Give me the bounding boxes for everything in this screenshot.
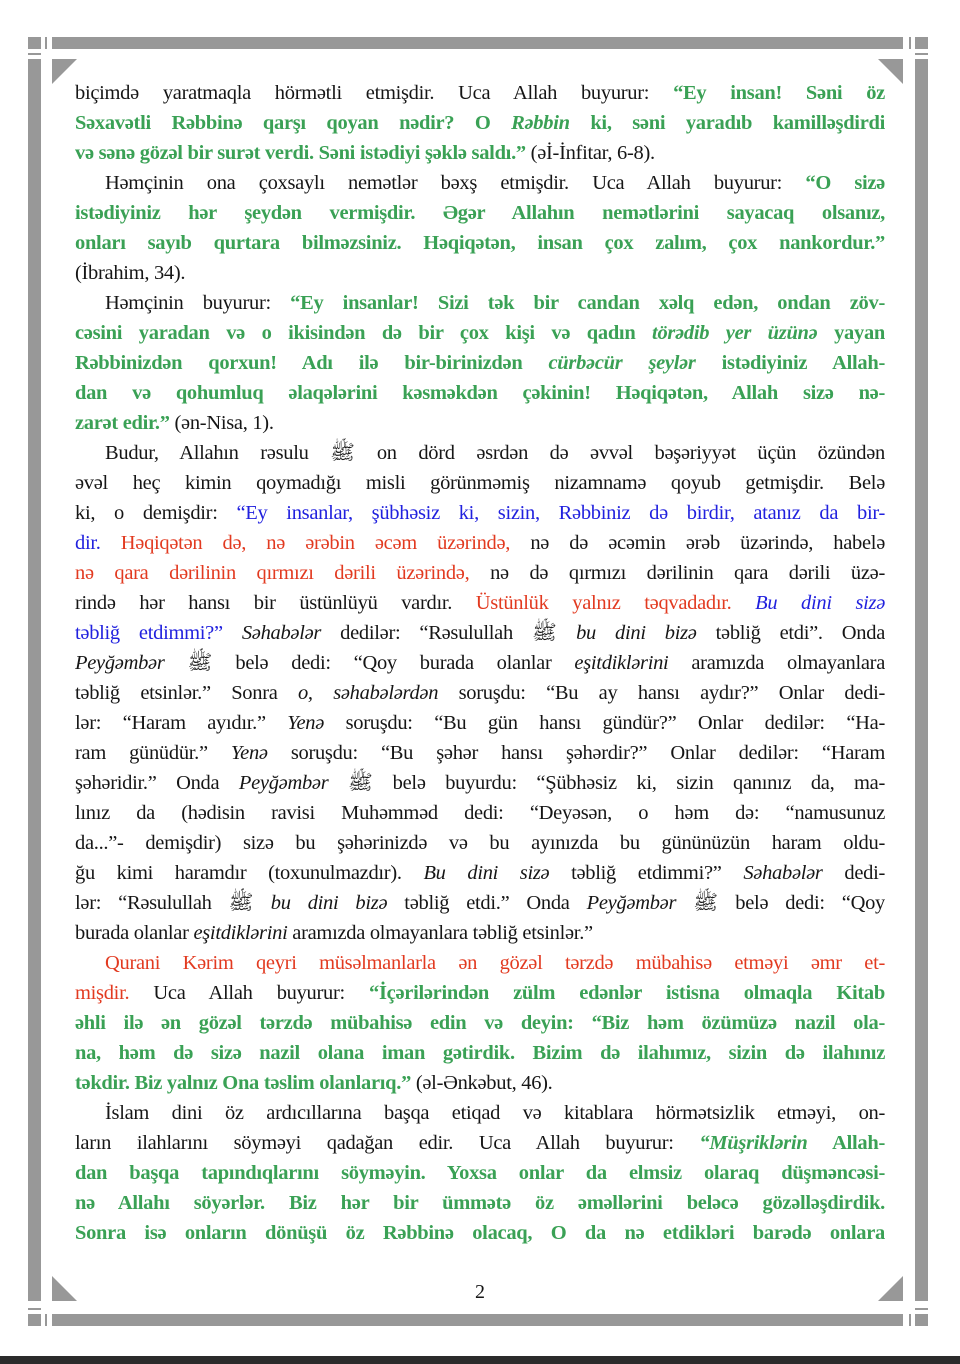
frame-tick [909, 1314, 911, 1326]
text-line [75, 408, 885, 438]
text-run: dedi- [822, 862, 885, 884]
text-run: təbliğ etdimmi?” [75, 622, 223, 644]
text-run: bu dini bizə [576, 622, 697, 644]
text-run: lər: “Haram ayıdır.” [75, 712, 288, 734]
frame-top-bar [52, 37, 903, 49]
text-line [75, 708, 885, 738]
text-run: “Ey insanlar, şübhəsiz ki, sizin, Rəbbiniz də birdir, atanız da bir- [236, 502, 885, 524]
text-line [75, 1008, 885, 1038]
text-line [75, 498, 885, 528]
text-line [75, 618, 885, 648]
text-run: ki, səni yaradıb kamilləşdirdi [569, 112, 885, 134]
text-run: nə də qırmızı dərilinin qara dərili üzə- [490, 562, 885, 584]
text-run: (əİ-İnfitar, 6-8). [525, 142, 655, 164]
frame-corner-square-tl [28, 37, 41, 49]
frame-corner-square-tr [915, 37, 928, 49]
text-line [75, 1158, 885, 1188]
text-run: şəhəridir.” Onda [75, 772, 239, 794]
text-run: bu dini bizə [270, 892, 388, 914]
text-run: o, səhabələrdən [297, 682, 439, 704]
text-line [75, 948, 885, 978]
text-line [75, 1218, 885, 1248]
frame-tick [28, 1308, 41, 1310]
text-run: Uca Allah buyurur: [153, 982, 370, 1004]
text-line [75, 1068, 885, 1098]
text-run: və sənə gözəl bir surət verdi. Səni istədiyi şəklə saldı.” [75, 142, 526, 164]
text-run: Peyğəmbər [75, 652, 165, 674]
text-run: soruşdu: “Bu gün hansı gündür?” Onlar dedilər: “Ha- [324, 712, 885, 734]
text-run: da...”- demişdir) sizə bu şəhərinizdə və bu ayınızda bu gününüzün haram oldu- [75, 832, 885, 854]
text-run: nə Allahı söyərlər. Biz hər bir ümmətə öz əməllərini beləcə gözəlləşdirdik. [75, 1192, 885, 1214]
text-line [75, 258, 885, 288]
text-run: dir. [75, 532, 121, 554]
text-line [75, 468, 885, 498]
text-line [75, 228, 885, 258]
frame-tick [915, 1308, 928, 1310]
text-line [75, 588, 885, 618]
text-line [75, 678, 885, 708]
frame-corner-square-bl [28, 1314, 41, 1326]
text-run: Yenə [287, 712, 325, 734]
text-run: “Ey insan! Səni öz [673, 82, 885, 104]
text-run: Rəbbin [511, 112, 570, 134]
text-run: Qurani Kərim qeyri müsəlmanlarla ən gözəl tərzdə mübahisə etməyi əmr et- [105, 952, 885, 974]
frame-tick [909, 37, 911, 49]
page-number: 2 [475, 1281, 485, 1303]
text-run: Səhabələr [241, 622, 322, 644]
text-run: eşitdiklərini [193, 922, 288, 944]
text-run: ki, o demişdir: [75, 502, 237, 524]
text-line [75, 78, 885, 108]
text-line [75, 768, 885, 798]
text-run: onları sayıb qurtara bilməzsiniz. Həqiqətən, insan çox zalım, çox nankordur.” [75, 232, 885, 254]
text-run: nə qara dərilinin qırmızı dərili üzərində, [75, 562, 491, 584]
text-line [75, 978, 885, 1008]
text-run: dan və qohumluq əlaqələrini kəsməkdən çəkinin! Həqiqətən, Allah sizə nə- [75, 382, 885, 404]
text-run: lınız da (hədisin ravisi Muhəmməd dedi: “Deyəsən, o həm də: “namusunuz [75, 802, 885, 824]
text-run: Bu dini sizə [423, 862, 550, 884]
text-run: ﷺ belə dedi: “Qoy [676, 892, 885, 914]
text-line [75, 798, 885, 828]
text-run: aramızda olmayanlara təbliğ etsinlər.” [287, 922, 593, 944]
text-run: təbliğ etdi.” Onda [387, 892, 587, 914]
text-run: əhli ilə ən gözəl tərzdə mübahisə edin və deyin: “Biz həm özümüzə nazil ola- [75, 1012, 885, 1034]
frame-tick [28, 53, 41, 55]
text-line [75, 1128, 885, 1158]
text-run: Rəbbinizdən qorxun! Adı ilə bir-birinizdən [75, 352, 549, 374]
text-run [223, 622, 242, 644]
text-line [75, 918, 885, 948]
text-run: Sonra isə onların dönüşü öz Rəbbinə olacaq, O da nə etdikləri barədə onlara [75, 1222, 885, 1244]
text-run: rində hər hansı bir üstünlüyü vardır. [75, 592, 476, 614]
text-line [75, 1038, 885, 1068]
text-run: “Müşriklərin [699, 1132, 808, 1154]
text-block [75, 78, 885, 1248]
text-line [75, 348, 885, 378]
text-line [75, 438, 885, 468]
text-run: burada olanlar [75, 922, 194, 944]
text-line [75, 168, 885, 198]
frame-corner-square-br [915, 1314, 928, 1326]
text-run: Yenə [230, 742, 268, 764]
text-run: soruşdu: “Bu ay hansı aydır?” Onlar dedi- [438, 682, 885, 704]
text-line [75, 198, 885, 228]
text-run: Səxavətli Rəbbinə qarşı qoyan nədir? O [75, 112, 512, 134]
text-run: törədib yer üzünə [652, 322, 818, 344]
frame-tick [45, 37, 47, 49]
frame-tick [45, 1314, 47, 1326]
text-run: Budur, Allahın rəsulu ﷺ on dörd əsrdən də əvvəl bəşəriyyət üçün özündən [105, 442, 885, 464]
text-run: dan başqa tapındıqlarını söyməyin. Yoxsa onlar da elmsiz olaraq düşməncəsi- [75, 1162, 885, 1184]
text-run: ram günüdür.” [75, 742, 231, 764]
text-run: “Ey insanlar! Sizi tək bir candan xəlq edən, ondan zöv- [290, 292, 885, 314]
text-line [75, 378, 885, 408]
frame-bottom-bar [52, 1314, 903, 1326]
text-run: ğu kimi haramdır (toxunulmazdır). [75, 862, 424, 884]
text-run: “İçərilərindən zülm edənlər istisna olmaqla Kitab [369, 982, 885, 1004]
text-line [75, 138, 885, 168]
text-run: yayan [817, 322, 885, 344]
text-run: İslam dini öz ardıcıllarına başqa etiqad və kitablara hörmətsizlik etməyi, on- [105, 1102, 885, 1124]
text-run: lər: “Rəsulullah ﷺ [75, 892, 271, 914]
text-run: Peyğəmbər [238, 772, 329, 794]
text-line [75, 318, 885, 348]
text-run: (əl-Ənkəbut, 46). [411, 1072, 553, 1094]
text-run: ların ilahlarını söyməyi qadağan edir. Uca Allah buyurur: [75, 1132, 700, 1154]
frame-right-bar [915, 59, 928, 1301]
text-run: təkdir. Biz yalnız Ona təslim olanlarıq.” [75, 1072, 412, 1094]
text-run: Peyğəmbər [586, 892, 677, 914]
text-run: Səhabələr [743, 862, 823, 884]
text-run: Allah- [807, 1132, 885, 1154]
text-line [75, 288, 885, 318]
text-line [75, 558, 885, 588]
text-run: (ən-Nisa, 1). [169, 412, 274, 434]
text-run: cəsini yaradan və o ikisindən də bir çox kişi və qadın [75, 322, 653, 344]
text-line [75, 528, 885, 558]
text-line [75, 888, 885, 918]
text-line [75, 828, 885, 858]
text-line [75, 738, 885, 768]
text-run: biçimdə yaratmaqla hörmətli etmişdir. Uca Allah buyurur: [75, 82, 674, 104]
text-run: “O sizə [805, 172, 885, 194]
text-run: aramızda olmayanlara [668, 652, 885, 674]
text-run: soruşdu: “Bu şəhər hansı şəhərdir?” Onlar dedilər: “Haram [267, 742, 885, 764]
text-run: mişdir. [75, 982, 154, 1004]
text-run: Bu dini sizə [755, 592, 885, 614]
text-run: nə də əcəmin ərəb üzərində, habelə [530, 532, 885, 554]
text-run: təbliğ etdi”. Onda [696, 622, 885, 644]
frame-tick [915, 53, 928, 55]
text-run: eşitdiklərini [574, 652, 669, 674]
text-run: təbliğ etdimmi?” [549, 862, 744, 884]
text-line [75, 858, 885, 888]
text-run: zarət edir.” [75, 412, 170, 434]
text-run: na, həm də sizə nazil olana iman gətirdik. Bizim də ilahımız, sizin də ilahınız [75, 1042, 885, 1064]
text-run: cürbəcür şeylər [548, 352, 696, 374]
scan-edge-strip [0, 1356, 960, 1364]
text-run: Həmçinin ona çoxsaylı nemətlər bəxş etmişdir. Uca Allah buyurur: [105, 172, 806, 194]
text-run: təbliğ etsinlər.” Sonra [75, 682, 298, 704]
text-run: (İbrahim, 34). [75, 262, 186, 284]
text-line [75, 1188, 885, 1218]
text-run: Həmçinin buyurur: [105, 292, 291, 314]
text-run: dedilər: “Rəsulullah ﷺ [321, 622, 577, 644]
text-run: əvəl heç kimin qoymadığı misli görünməmiş nizamnamə qoyub getmişdir. Belə [75, 472, 885, 494]
text-run: istədiyiniz Allah- [695, 352, 885, 374]
text-line [75, 648, 885, 678]
text-run: ﷺ belə buyurdu: “Şübhəsiz ki, sizin qanınız da, ma- [328, 772, 885, 794]
frame-triangle-icon [52, 59, 77, 84]
frame-left-bar [28, 59, 41, 1301]
text-line [75, 1098, 885, 1128]
text-run: Həqiqətən də, nə ərəbin əcəm üzərində, [120, 532, 531, 554]
text-run: istədiyiniz hər şeydən vermişdir. Əgər Allahın nemətlərini sayacaq olsanız, [75, 202, 885, 224]
text-line [75, 108, 885, 138]
text-run: ﷺ belə dedi: “Qoy burada olanlar [164, 652, 575, 674]
text-run: Üstünlük yalnız təqvadadır. [475, 592, 756, 614]
